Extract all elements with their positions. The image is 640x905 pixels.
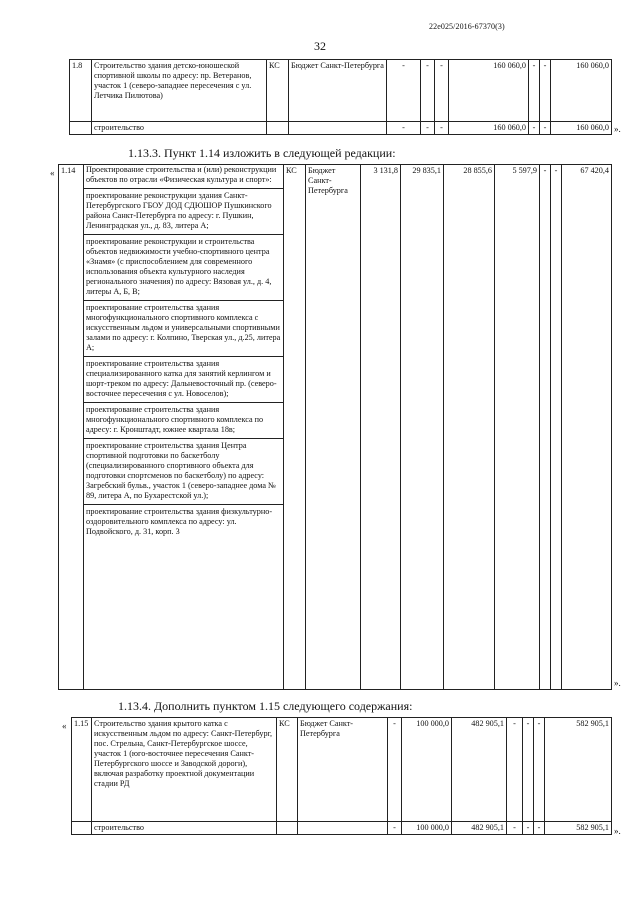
opening-quote: «	[50, 168, 55, 178]
value-cell: -	[534, 822, 545, 835]
total-cell: 160 060,0	[551, 60, 612, 122]
total-cell: 67 420,4	[562, 165, 612, 690]
item-source: Бюджет Санкт-Петербурга	[298, 718, 388, 822]
value-cell: -	[507, 718, 523, 822]
value-cell: -	[421, 60, 435, 122]
table-row	[59, 165, 612, 690]
sub-item-name: строительство	[92, 122, 267, 135]
description-paragraph: Проектирование строительства и (или) реконструкции объектов по отрасли «Физическая культура и спорт»:	[86, 165, 277, 184]
value-cell: 482 905,1	[452, 822, 507, 835]
value-cell: -	[507, 822, 523, 835]
item-number: 1.15	[72, 718, 92, 822]
table-item-1-15	[71, 717, 612, 835]
value-cell: -	[540, 122, 551, 135]
value-cell: 100 000,0	[402, 822, 452, 835]
total-cell: 582 905,1	[545, 822, 612, 835]
value-cell: -	[388, 718, 402, 822]
item-name: Строительство здания детско-юношеской спортивной школы по адресу: пр. Ветеранов, участок 1 (северо-западнее пересечения с ул. Летчика Пилютова)	[92, 60, 267, 122]
item-description	[84, 165, 284, 690]
table-row	[72, 822, 612, 835]
value-cell: 160 060,0	[449, 60, 529, 122]
total-cell: 160 060,0	[551, 122, 612, 135]
value-cell: -	[421, 122, 435, 135]
sub-item-name: строительство	[92, 822, 277, 835]
description-paragraph: проектирование строительства здания специализированного катка для занятий керлингом и шорт-треком по адресу: Дальневосточный пр. (северо-восточнее пересечения с ул. Новоселов);	[84, 356, 283, 402]
opening-quote: «	[62, 721, 67, 731]
table-row	[70, 60, 612, 122]
value-cell: -	[551, 165, 562, 690]
value-cell: 3 131,8	[361, 165, 401, 690]
value-cell: 29 835,1	[401, 165, 444, 690]
value-cell: -	[523, 718, 534, 822]
description-paragraph: проектирование реконструкции и строительства объектов недвижимости учебно-спортивного центра «Знамя» (с приспособлением для современного использования объекта культурного наследия регионального значения) по адресу: Вязовая ул., д. 4, литеры А, Б, В;	[84, 234, 283, 300]
value-cell: -	[529, 122, 540, 135]
item-source: Бюджет Санкт-Петербурга	[289, 60, 387, 122]
closing-quote: ».	[614, 124, 621, 134]
value-cell: -	[435, 60, 449, 122]
value-cell: -	[540, 60, 551, 122]
table-row	[72, 718, 612, 822]
closing-quote: ».	[614, 678, 621, 688]
description-paragraph: проектирование строительства здания физкультурно-оздоровительного комплекса по адресу: ул. Подвойского, д. 31, корп. 3	[84, 504, 283, 540]
value-cell: -	[387, 122, 421, 135]
description-paragraph: проектирование строительства здания многофункционального спортивного комплекса с искусственным льдом и универсальными спортивными залами по адресу: г. Колпино, Тверская ул., д.25, литера А;	[84, 300, 283, 356]
value-cell: -	[529, 60, 540, 122]
total-cell: 582 905,1	[545, 718, 612, 822]
value-cell: 482 905,1	[452, 718, 507, 822]
page-number: 32	[314, 39, 326, 53]
table-item-1-14	[58, 164, 612, 690]
value-cell: 5 597,9	[495, 165, 540, 690]
description-paragraph: проектирование строительства здания многофункционального спортивного комплекса по адресу: г. Кронштадт, южнее квартала 18в;	[84, 402, 283, 438]
item-source: Бюджет Санкт-Петербурга	[306, 165, 361, 690]
value-cell: 28 855,6	[444, 165, 495, 690]
item-number: 1.8	[70, 60, 92, 122]
value-cell: 160 060,0	[449, 122, 529, 135]
value-cell: -	[387, 60, 421, 122]
closing-quote: ».	[614, 826, 621, 836]
document-id: 22e025/2016-67370(3)	[429, 22, 505, 31]
item-type: КС	[284, 165, 306, 690]
value-cell: -	[388, 822, 402, 835]
value-cell: -	[534, 718, 545, 822]
description-paragraph: проектирование реконструкции здания Санкт-Петербургского ГБОУ ДОД СДЮШОР Пушкинского района Санкт-Петербурга по адресу: г. Пушкин, Ленинградская ул., д. 83, литера А;	[84, 188, 283, 234]
value-cell: 100 000,0	[402, 718, 452, 822]
description-paragraph: проектирование строительства здания Центра спортивной подготовки по баскетболу (специализированного спортивного объекта для подготовки спортсменов по баскетболу) по адресу: Загребский бульв., участок 1 (северо-западнее дома № 89, литера А, по Бухарестской ул.);	[84, 438, 283, 504]
value-cell: -	[540, 165, 551, 690]
item-name: Строительство здания крытого катка с искусственным льдом по адресу: Санкт-Петербург, пос. Стрельна, Санкт-Петербургское шоссе, участок 1 (юго-восточнее пересечения Санкт-Петербургского шоссе и Заводской дороги), включая разработку проектной документации стадии РД	[92, 718, 277, 822]
value-cell: -	[435, 122, 449, 135]
value-cell: -	[523, 822, 534, 835]
item-type: КС	[267, 60, 289, 122]
section-heading-1-13-4: 1.13.4. Дополнить пунктом 1.15 следующего содержания:	[118, 699, 413, 713]
item-type: КС	[277, 718, 298, 822]
item-number: 1.14	[59, 165, 84, 690]
table-row	[70, 122, 612, 135]
section-heading-1-13-3: 1.13.3. Пункт 1.14 изложить в следующей редакции:	[128, 146, 396, 160]
table-item-1-8	[69, 59, 612, 135]
